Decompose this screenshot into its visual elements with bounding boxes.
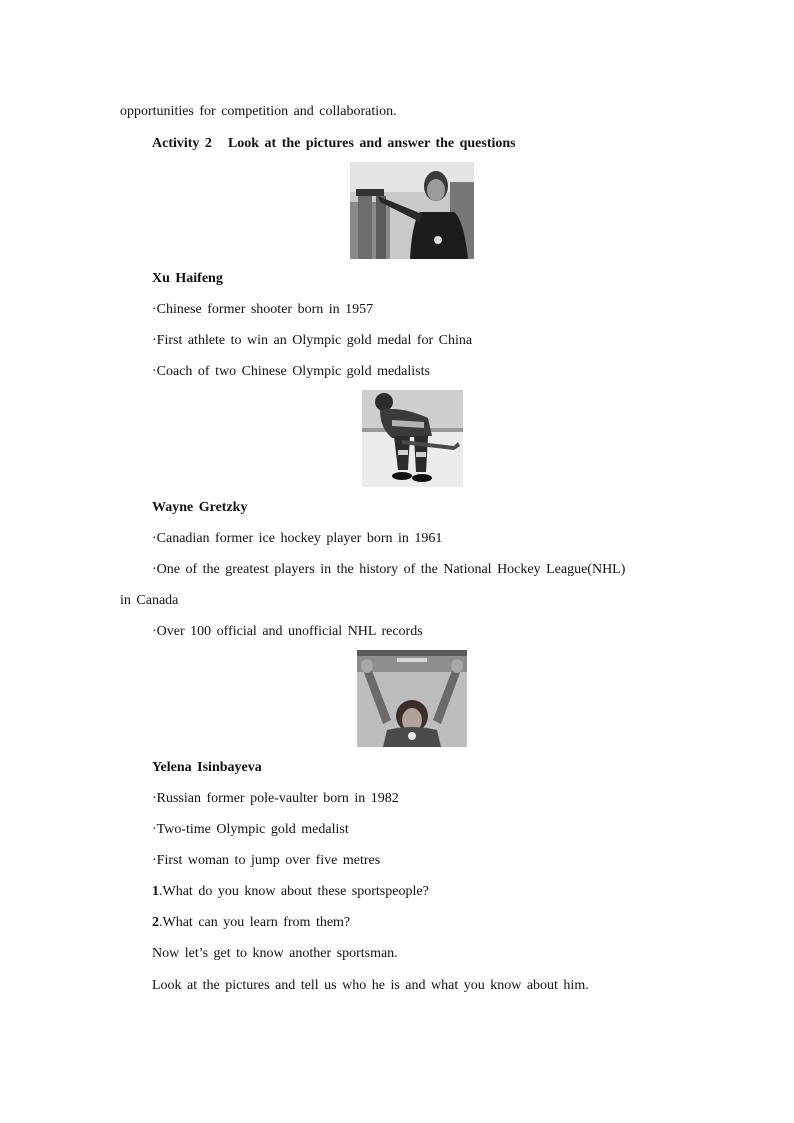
fact-item: ·Two-time Olympic gold medalist xyxy=(152,822,349,837)
intro-text: opportunities for competition and collaboration. xyxy=(120,104,397,119)
fact-item: ·One of the greatest players in the history of the National Hockey League(NHL) xyxy=(152,562,626,577)
athlete-name-xu-haifeng: Xu Haifeng xyxy=(152,271,223,286)
fact-item: ·Russian former pole-vaulter born in 1982 xyxy=(152,791,399,806)
shooter-photo-image xyxy=(350,162,474,259)
fact-item-continuation: in Canada xyxy=(120,593,179,608)
fact-item: ·Canadian former ice hockey player born in 1961 xyxy=(152,531,443,546)
closing-line: Look at the pictures and tell us who he is and what you know about him. xyxy=(152,978,589,993)
fact-item: ·Chinese former shooter born in 1957 xyxy=(152,302,374,317)
question-1 xyxy=(152,883,429,901)
athlete-name-wayne-gretzky: Wayne Gretzky xyxy=(152,500,248,515)
hockey-player-photo-image xyxy=(362,390,463,487)
fact-item: ·First athlete to win an Olympic gold medal for China xyxy=(152,333,473,348)
question-number: 2 xyxy=(152,915,159,930)
athlete-name-yelena-isinbayeva: Yelena Isinbayeva xyxy=(152,760,262,775)
fact-item: ·First woman to jump over five metres xyxy=(152,853,381,868)
closing-line: Now let’s get to know another sportsman. xyxy=(152,946,398,961)
activity-heading xyxy=(152,135,516,153)
question-text: .What can you learn from them? xyxy=(159,915,351,930)
activity-instruction: Look at the pictures and answer the questions xyxy=(227,136,516,151)
question-text: .What do you know about these sportspeople? xyxy=(159,884,429,899)
pole-vaulter-photo-image xyxy=(357,650,467,747)
question-2 xyxy=(152,914,350,932)
fact-item: ·Over 100 official and unofficial NHL records xyxy=(152,624,423,639)
hockey-player-photo xyxy=(362,390,463,487)
activity-label: Activity 2 xyxy=(152,136,212,151)
pole-vaulter-photo xyxy=(357,650,467,747)
fact-item: ·Coach of two Chinese Olympic gold medalists xyxy=(152,364,430,379)
question-number: 1 xyxy=(152,884,159,899)
shooter-photo xyxy=(350,162,474,259)
